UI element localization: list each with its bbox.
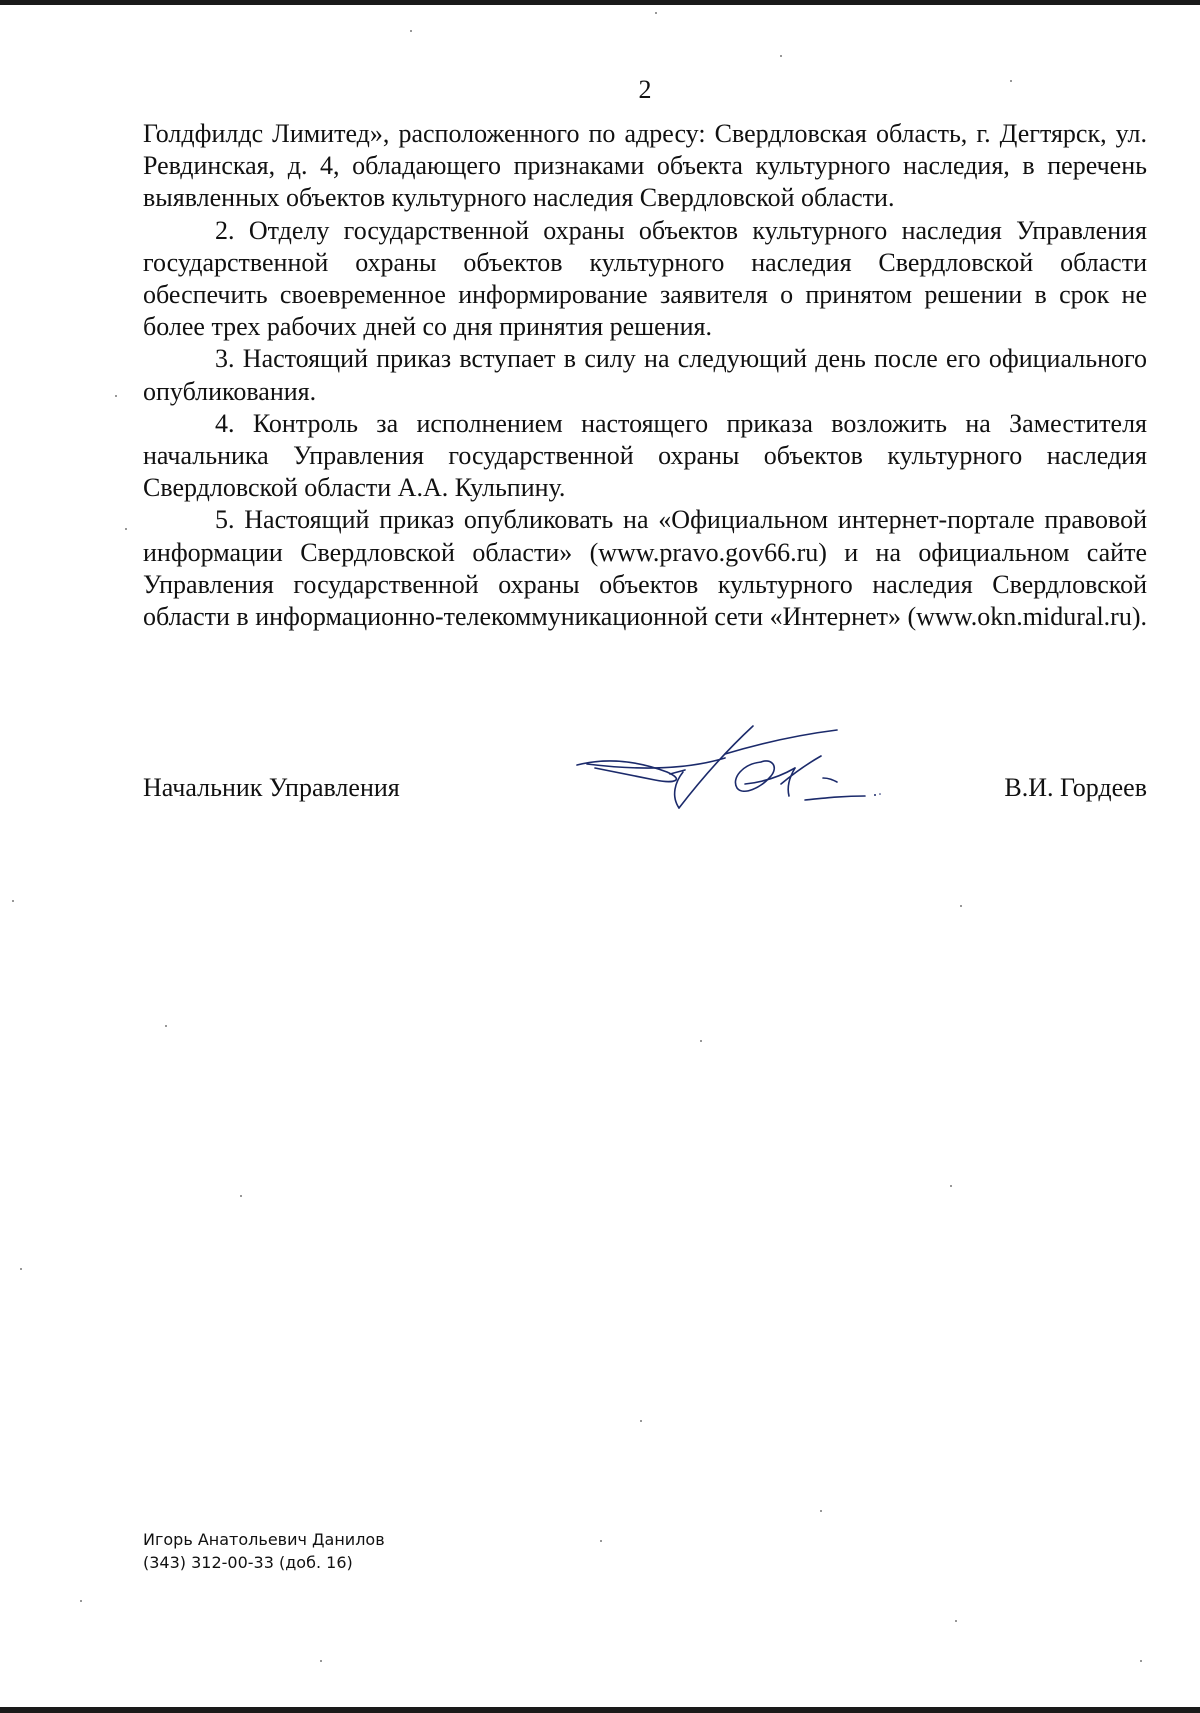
scan-speck — [1140, 1660, 1142, 1662]
scan-speck — [20, 1268, 22, 1270]
scan-speck — [410, 30, 412, 32]
scan-speck — [1010, 80, 1012, 82]
order-body-text — [143, 118, 1147, 633]
scan-speck — [165, 1025, 167, 1027]
scan-speck — [125, 528, 127, 530]
executor-name: Игорь Анатольевич Данилов — [143, 1530, 385, 1549]
executor-block — [143, 1528, 385, 1574]
scan-speck — [955, 1620, 957, 1622]
scan-speck — [600, 1540, 602, 1542]
scan-speck — [320, 1660, 322, 1662]
page-number: 2 — [638, 75, 652, 104]
paragraph-item-4: 4. Контроль за исполнением настоящего приказа возложить на Заместителя начальника Управления государственной охраны объектов культурного наследия Свердловской области А.А. Кульпину. — [143, 408, 1147, 503]
scan-speck — [950, 1185, 952, 1187]
paragraph-item-5: 5. Настоящий приказ опубликовать на «Официальном интернет-портале правовой информации Свердловской области» (www.pravo.gov66.ru) и на официальном сайте Управления государственной охраны объектов культурного наследия Свердловской области в информационно-телекоммуникационной сети «Интернет» (www.okn.midural.ru). — [143, 505, 1147, 632]
scan-edge-top — [0, 0, 1200, 5]
scan-speck — [780, 55, 782, 57]
paragraph-item-2: 2. Отделу государственной охраны объектов культурного наследия Управления государственной охраны объектов культурного наследия Свердловской области обеспечить своевременное информирование заявителя о принятом решении в срок не более трех рабочих дней со дня принятия решения. — [143, 215, 1147, 342]
scan-speck — [700, 1040, 702, 1042]
scan-speck — [80, 1600, 82, 1602]
signatory-position: Начальник Управления — [143, 773, 400, 802]
signature-block — [143, 770, 1147, 806]
executor-phone: (343) 312-00-33 (доб. 16) — [143, 1553, 353, 1572]
scan-speck — [960, 905, 962, 907]
scan-speck — [655, 12, 657, 14]
scan-speck — [12, 900, 14, 902]
scan-speck — [640, 1420, 642, 1422]
scan-speck — [820, 1510, 822, 1512]
paragraph-continuation: Голдфилдс Лимитед», расположенного по адресу: Свердловская область, г. Дегтярск, ул. Ревдинская, д. 4, обладающего признаками объекта культурного наследия, в перечень выявленных объектов культурного наследия Свердловской области. — [143, 119, 1147, 213]
paragraph-item-3: 3. Настоящий приказ вступает в силу на следующий день после его официального опубликования. — [143, 344, 1147, 406]
scan-speck — [240, 1195, 242, 1197]
signatory-name: В.И. Гордеев — [1004, 773, 1147, 802]
scan-edge-bottom — [0, 1707, 1200, 1713]
scan-speck — [115, 395, 117, 397]
